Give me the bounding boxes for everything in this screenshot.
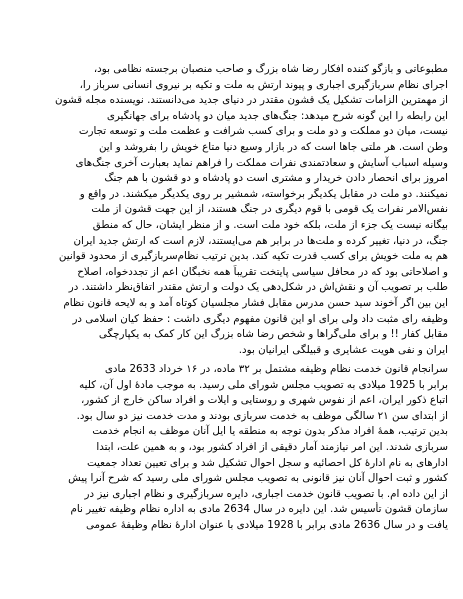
paragraph-2 bbox=[18, 362, 448, 534]
text-line: ادارهای به نام ادارهٔ کل احصائیه و سجل احوال تشکیل شد و برای تعیین تعداد جمعیت bbox=[86, 456, 448, 469]
text-line: یافت و در سال 2636 مادی برابر با 1928 میلادی با عنوان ادارهٔ نظام وظیفهٔ عمومی bbox=[85, 518, 448, 531]
text-line: مطبوعاتی و بازگو کننده افکار رضا شاه بزرگ و صاحب منصبان برجسته نظامی بود، bbox=[93, 63, 448, 75]
text-line: بدین ترتیب، همهٔ افراد مذکر بدون توجه به منطقه یا ایل آنان موظف به انجام خدمت bbox=[92, 425, 448, 438]
text-line: سربازی شدند. این امر نیازمند آمار دقیقی از افراد کشور بود، و به همین علت، ابتدا bbox=[96, 440, 448, 453]
text-line: سازمان قشون تأسیس شد. این دایره در سال 2634 مادی به اداره نظام وظیفه تغییر نام bbox=[70, 503, 448, 516]
text-line: نفس‌الامر نفرات یک قومی با قوم دیگری در جنگ هستند، از این جهت قشون از ملت bbox=[91, 203, 448, 216]
text-line: کشور و ثبت احوال آنان نیز قانونی به تصویب مجلس شورای ملی رسید که شرح آنرا پیش bbox=[68, 472, 448, 485]
text-line: اتباع ذکور ایران، اعم از نفوس شهری و روستایی و ایلات و افراد ساکن خارج از کشور، bbox=[80, 394, 448, 407]
text-line: وظیفه رای مثبت داد ولی برای او این قانون مفهوم دیگری داشت : حفظ کیان اسلامی در bbox=[72, 312, 448, 325]
text-line: این بین اگر آخوند سید حسن مدرس مقابل فشار مجلسیان کوتاه آمد و به لایحه قانون نظام bbox=[63, 296, 448, 309]
text-line: وطن است. هر ملتی جاها است که در بازار وسیع دنیا متاع خویش را بفروشد و این bbox=[98, 140, 448, 153]
paragraph-1 bbox=[18, 62, 448, 358]
text-line: مقابل کفار !! و برای ملی‌گراها و شخص رضا شاه بزرگ این کار کمک به یکپارچگی bbox=[98, 328, 448, 341]
text-line: ایران و نفی هویت عشایری و قبیلگی ایرانیان بود. bbox=[238, 343, 448, 356]
text-line: هم به ملت خویش برای کسب قدرت تکیه کند. بدین ترتیب نظام‌سربازگیری از محدود قوانین bbox=[58, 250, 448, 263]
text-line: اجرای نظام سربازگیری اجباری و پیوند ارتش به ملت و تکیه بر نیروی انسانی سرباز را، bbox=[79, 78, 448, 91]
text-line: نیست، میان دو مملکت و دو ملت و برای کسب شرافت و عظمت ملت و توسعه تجارت bbox=[78, 125, 448, 138]
text-line: از مهمترین الزامات تشکیل یک قشون مقتدر در دنیای جدید می‌دانستند. نویسنده مجله قشون bbox=[55, 94, 448, 107]
text-line: و اصلاحاتی بود که در محافل سیاسی پایتخت تقریباً همه نخبگان اعم از تجددخواه، اصلاح bbox=[77, 265, 448, 278]
text-line: جنگ، در دنیا، تغییر کرده و ملت‌ها در برابر هم می‌ایستند، لازم است که ارتش جدید ایران bbox=[73, 234, 448, 247]
text-line: این رابطه را این گونه شرح میدهد: جنگ‌های جدید میان دو پادشاه برای جهانگیری bbox=[106, 109, 448, 122]
text-line: وسیله اسباب آسایش و سعادتمندی نفرات مملکت را فراهم نماید بعبارت آخری جنگ‌های bbox=[75, 156, 448, 169]
text-line: بیگانه نیست یک جزء از ملت، بلکه خود ملت است. و از منظر ایشان، حال که منطق bbox=[92, 218, 448, 231]
text-line: از ابتدای سن ۲۱ سالگی موظف به خدمت سربازی بودند و مدت خدمت نیز دو سال بود. bbox=[76, 409, 448, 422]
text-line: از این داده ام. با تصویب قانون خدمت اجباری، دایره سربازگیری و نظام اجباری نیز در bbox=[84, 487, 448, 500]
text-line: امروز برای انحصار دادن خریدار و مشتری است دو پادشاه و دو قشون با هم جنگ bbox=[104, 172, 448, 185]
text-line: طلب بر تصویب آن و نقش‌اش در شکل‌دهی یک دولت و ارتش مقتدر اتفاق‌نظر داشتند. در bbox=[68, 281, 448, 294]
text-line: نمیکنند. دو ملت در مقابل یکدیگر برخواسته، شمشیر بر روی یکدیگر میکشند. در واقع و bbox=[79, 187, 448, 200]
text-line: سرانجام قانون خدمت نظام وظیفه مشتمل بر ۳۲ ماده، در ۱۶ خرداد 2633 مادی bbox=[104, 363, 448, 375]
text-line: برابر با 1925 میلادی به تصویب مجلس شورای ملی رسید. به موجب مادهٔ اول آن، کلیه bbox=[79, 378, 448, 391]
